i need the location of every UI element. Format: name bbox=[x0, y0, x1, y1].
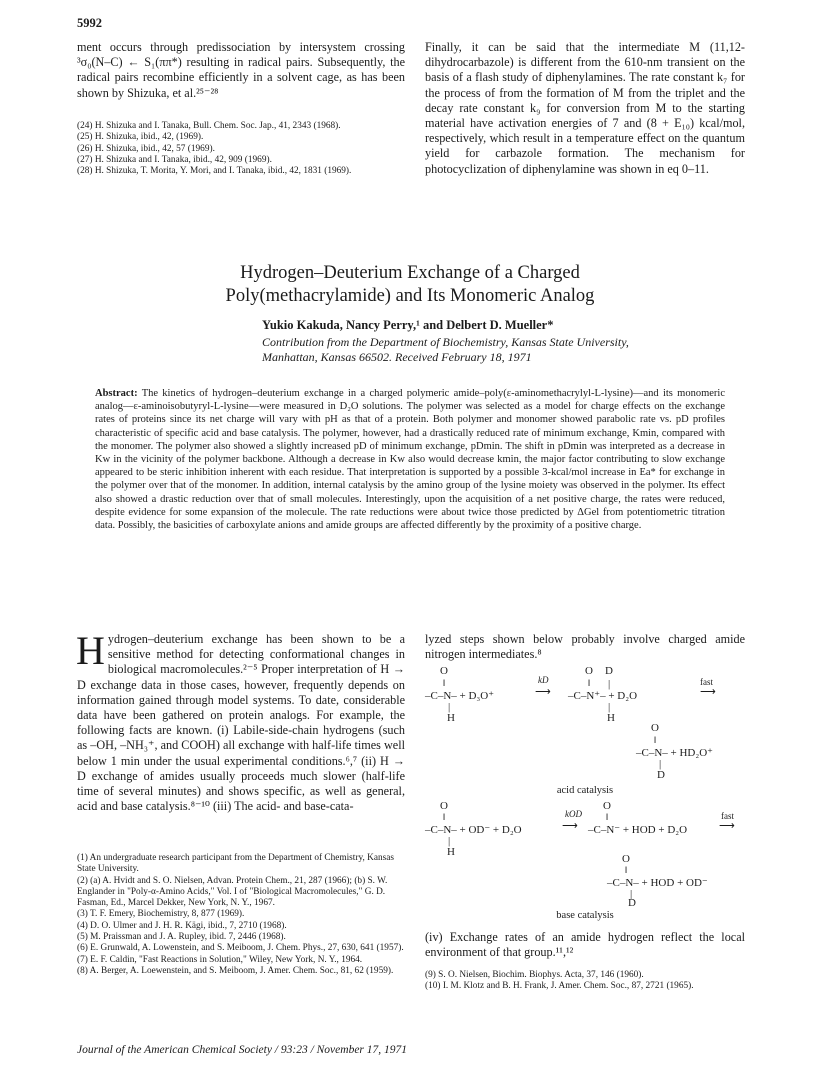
item-iv-paragraph: (iv) Exchange rates of an amide hydrogen reflect the local environment of that group.¹¹,¹² bbox=[425, 930, 745, 960]
carbonyl-oxygen: O bbox=[440, 665, 448, 677]
amide-hydrogen: H bbox=[447, 846, 455, 858]
arrow: ⟶ bbox=[700, 686, 716, 698]
reference-item: (25) H. Shizuka, ibid., 42, (1969). bbox=[77, 132, 204, 143]
carbonyl-oxygen: O bbox=[603, 800, 611, 812]
acid-reactant: –C–N– + D₃O⁺ bbox=[425, 690, 495, 702]
reference-item: (26) H. Shizuka, ibid., 42, 57 (1969). bbox=[77, 143, 215, 154]
arrow: ⟶ bbox=[719, 820, 735, 832]
body-right-intro: lyzed steps shown below probably involve charged amide nitrogen intermediates.⁸ bbox=[425, 632, 745, 662]
base-product: –C–N– + HOD + OD⁻ bbox=[607, 877, 708, 889]
fast-label: fast bbox=[721, 811, 734, 821]
carbonyl-oxygen: O bbox=[651, 722, 659, 734]
left-top-references bbox=[77, 121, 405, 177]
affiliation bbox=[262, 335, 629, 365]
reference-item: (9) S. O. Nielsen, Biochim. Biophys. Acta, 37, 146 (1960). bbox=[425, 970, 644, 980]
reference-item: (27) H. Shizuka and I. Tanaka, ibid., 42, 909 (1969). bbox=[77, 154, 272, 165]
acid-catalysis-label: acid catalysis bbox=[556, 785, 614, 796]
acid-catalysis-scheme: O ‖ –C–N– + D₃O⁺ | H kD ⟶ O D ‖ | –C–N⁺– + D₂O | H fast ⟶ O ‖ –C–N– + HD₂O⁺ | D bbox=[425, 665, 716, 781]
drop-cap: H bbox=[76, 628, 105, 673]
arrow: ⟶ bbox=[535, 686, 551, 698]
page-number: 5992 bbox=[77, 16, 102, 30]
fast-label: fast bbox=[700, 677, 713, 687]
deuterium: D bbox=[605, 665, 613, 677]
title-line-2: Poly(methacrylamide) and Its Monomeric Analog bbox=[225, 286, 595, 306]
amide-hydrogen: H bbox=[607, 712, 615, 724]
rate-constant-kd: kD bbox=[538, 675, 549, 685]
acid-product: –C–N– + HD₂O⁺ bbox=[636, 747, 713, 759]
article-title bbox=[0, 262, 820, 308]
reference-item: (1) An undergraduate research participant from the Department of Chemistry, Kansas State University. bbox=[77, 853, 395, 875]
arrow: ⟶ bbox=[562, 820, 578, 832]
body-left-paragraph bbox=[76, 628, 405, 814]
title-line-1: Hydrogen–Deuterium Exchange of a Charged bbox=[240, 263, 580, 283]
journal-footer: Journal of the American Chemical Society / 93:23 / November 17, 1971 bbox=[77, 1044, 408, 1056]
base-catalysis-label: base catalysis bbox=[556, 910, 614, 921]
authors: Yukio Kakuda, Nancy Perry,¹ and Delbert D. Mueller* bbox=[262, 318, 554, 332]
rate-constant-kod: kOD bbox=[565, 809, 582, 819]
abstract-text: The kinetics of hydrogen–deuterium exchange in a charged polymeric amide–poly(ε-aminomethacrylyl-L-lysine)—and its monomeric analog—ε-aminoisobutyryl-L-lysine—were measured in D₂O solutions. The polymer was selected as a model for charge effects on the exchange rates of proteins since its net charge will vary with pH as that of a protein. Both polymer and monomer showed parabolic rate vs. pD profiles characteristic of specific acid and base catalysis. The polymer, however, had a drastically reduced rate of minimum exchange, Kmin, compared with the monomer. The polymer also showed a slightly increased pD of minimum exchange, pDmin. The shift in pDmin was interpreted as a decrease in Kw in the vicinity of the polymer backbone. Although a decrease in Kw also would decrease kmin, the major factor contributing to slow exchange appeared to be steric inhibition inherent with each residue. That interpretation is supported by a possible 3-kcal/mol increase in Ea* for exchange in the polymer over that of the monomer. In addition, internal catalysis by the amino group of the lysine moiety was observed in the polymer. Its effect also showed a drastic reduction over that of small molecules. Interestingly, upon the acquisition of a net positive charge, the rates were reduced, despite evidence for some expansion of the molecule. The rate reductions were about twice those predicted by ΔGel from potentiometric titration data. Possibly, the basicities of carboxylate anions and amide groups are affected differently by the proximity of a positive charge. bbox=[95, 388, 725, 532]
body-left-text: ydrogen–deuterium exchange has been shown to be a sensitive method for detecting conformational changes in biological macromolecules.²⁻⁵ Proper interpretation of H → D exchange data in those cases, however, frequently depends on information gained through model systems. To date, considerable data have been gathered on protein analogs. For example, the following facts are known. (i) Labile-side-chain hydrogens (such as –OH, –NH₃⁺, and COOH) all exchange with half-life times well below 1 min under the usual experimental conditions.⁶,⁷ (ii) H → D exchange of amides usually proceeds much slower (half-life time of several minutes) and shows specific, as well as general, acid and base catalysis.⁸⁻¹⁰ (iii) The acid- and base-cata- bbox=[77, 632, 405, 814]
reference-item: (7) E. F. Caldin, "Fast Reactions in Solution," Wiley, New York, N. Y., 1964. bbox=[77, 954, 363, 965]
base-catalysis-scheme: O ‖ –C–N– + OD⁻ + D₂O | H kOD ⟶ O ‖ –C–N⁻ + HOD + D₂O fast ⟶ O ‖ –C–N– + HOD + OD⁻ | bbox=[425, 800, 735, 900]
left-top-text: ment occurs through predissociation by intersystem crossing ³σ₀(N–C) ← S₁(ππ*) resulting in radical pairs. Subsequently, the radical pairs recombine efficiently in a solvent cage, as has been shown by Shizuka, et al.²⁵⁻²⁸ bbox=[77, 40, 405, 100]
reference-item: (8) A. Berger, A. Loewenstein, and S. Meiboom, J. Amer. Chem. Soc., 81, 62 (1959). bbox=[77, 965, 394, 976]
body-left-references bbox=[77, 853, 405, 977]
abstract-label: Abstract: bbox=[95, 388, 138, 399]
right-top-text: Finally, it can be said that the intermediate M (11,12-dihydrocarbazole) is different from the 610-nm transient on the basis of a flash study of diphenylamines. The rate constant k₇ for the process of from the formation of M from the triplet and the decay rate constant k₉ for conversion from M to the starting material have activation energies of 7 and (8 + E₁₀) kcal/mol, respectively, which result in a temperature effect on the quantum yield for carbazole formation. The mechanism for photocyclization of diphenylamine was shown in eq 0–11. bbox=[425, 40, 745, 176]
right-top-paragraph bbox=[425, 40, 745, 177]
reference-item: (4) D. O. Ulmer and J. H. R. Kägi, ibid., 7, 2710 (1968). bbox=[77, 920, 287, 931]
base-intermediate: –C–N⁻ + HOD + D₂O bbox=[588, 824, 688, 836]
affiliation-line-2: Manhattan, Kansas 66502. Received February 18, 1971 bbox=[262, 350, 532, 364]
body-right-references bbox=[425, 970, 745, 993]
reference-item: (10) I. M. Klotz and B. H. Frank, J. Amer. Chem. Soc., 87, 2721 (1965). bbox=[425, 981, 694, 992]
reference-item: (24) H. Shizuka and I. Tanaka, Bull. Chem. Soc. Jap., 41, 2343 (1968). bbox=[77, 121, 341, 131]
deuterium: D bbox=[657, 769, 665, 781]
abstract bbox=[95, 387, 725, 532]
reference-item: (2) (a) A. Hvidt and S. O. Nielsen, Advan. Protein Chem., 21, 287 (1966); (b) S. W. Englander in "Poly-α-Amino Acids," Vol. I of "Biological Macromolecules," G. D. Fasman, Ed., Marcel Dekker, New York, N. Y., 1967. bbox=[77, 875, 388, 909]
reference-item: (6) E. Grunwald, A. Lowenstein, and S. Meiboom, J. Chem. Phys., 27, 630, 641 (1957). bbox=[77, 943, 404, 954]
carbonyl-oxygen: O bbox=[622, 853, 630, 865]
deuterium: D bbox=[628, 897, 636, 909]
acid-intermediate: –C–N⁺– + D₂O bbox=[568, 690, 638, 702]
base-reactant: –C–N– + OD⁻ + D₂O bbox=[425, 824, 522, 836]
carbonyl-oxygen: O bbox=[585, 665, 593, 677]
left-top-paragraph bbox=[77, 40, 405, 101]
affiliation-line-1: Contribution from the Department of Biochemistry, Kansas State University, bbox=[262, 335, 629, 349]
carbonyl-oxygen: O bbox=[440, 800, 448, 812]
amide-hydrogen: H bbox=[447, 712, 455, 724]
reference-item: (28) H. Shizuka, T. Morita, Y. Mori, and I. Tanaka, ibid., 42, 1831 (1969). bbox=[77, 166, 352, 177]
reference-item: (5) M. Praissman and J. A. Rupley, ibid. 7, 2446 (1968). bbox=[77, 932, 286, 943]
reference-item: (3) T. F. Emery, Biochemistry, 8, 877 (1969). bbox=[77, 909, 245, 920]
